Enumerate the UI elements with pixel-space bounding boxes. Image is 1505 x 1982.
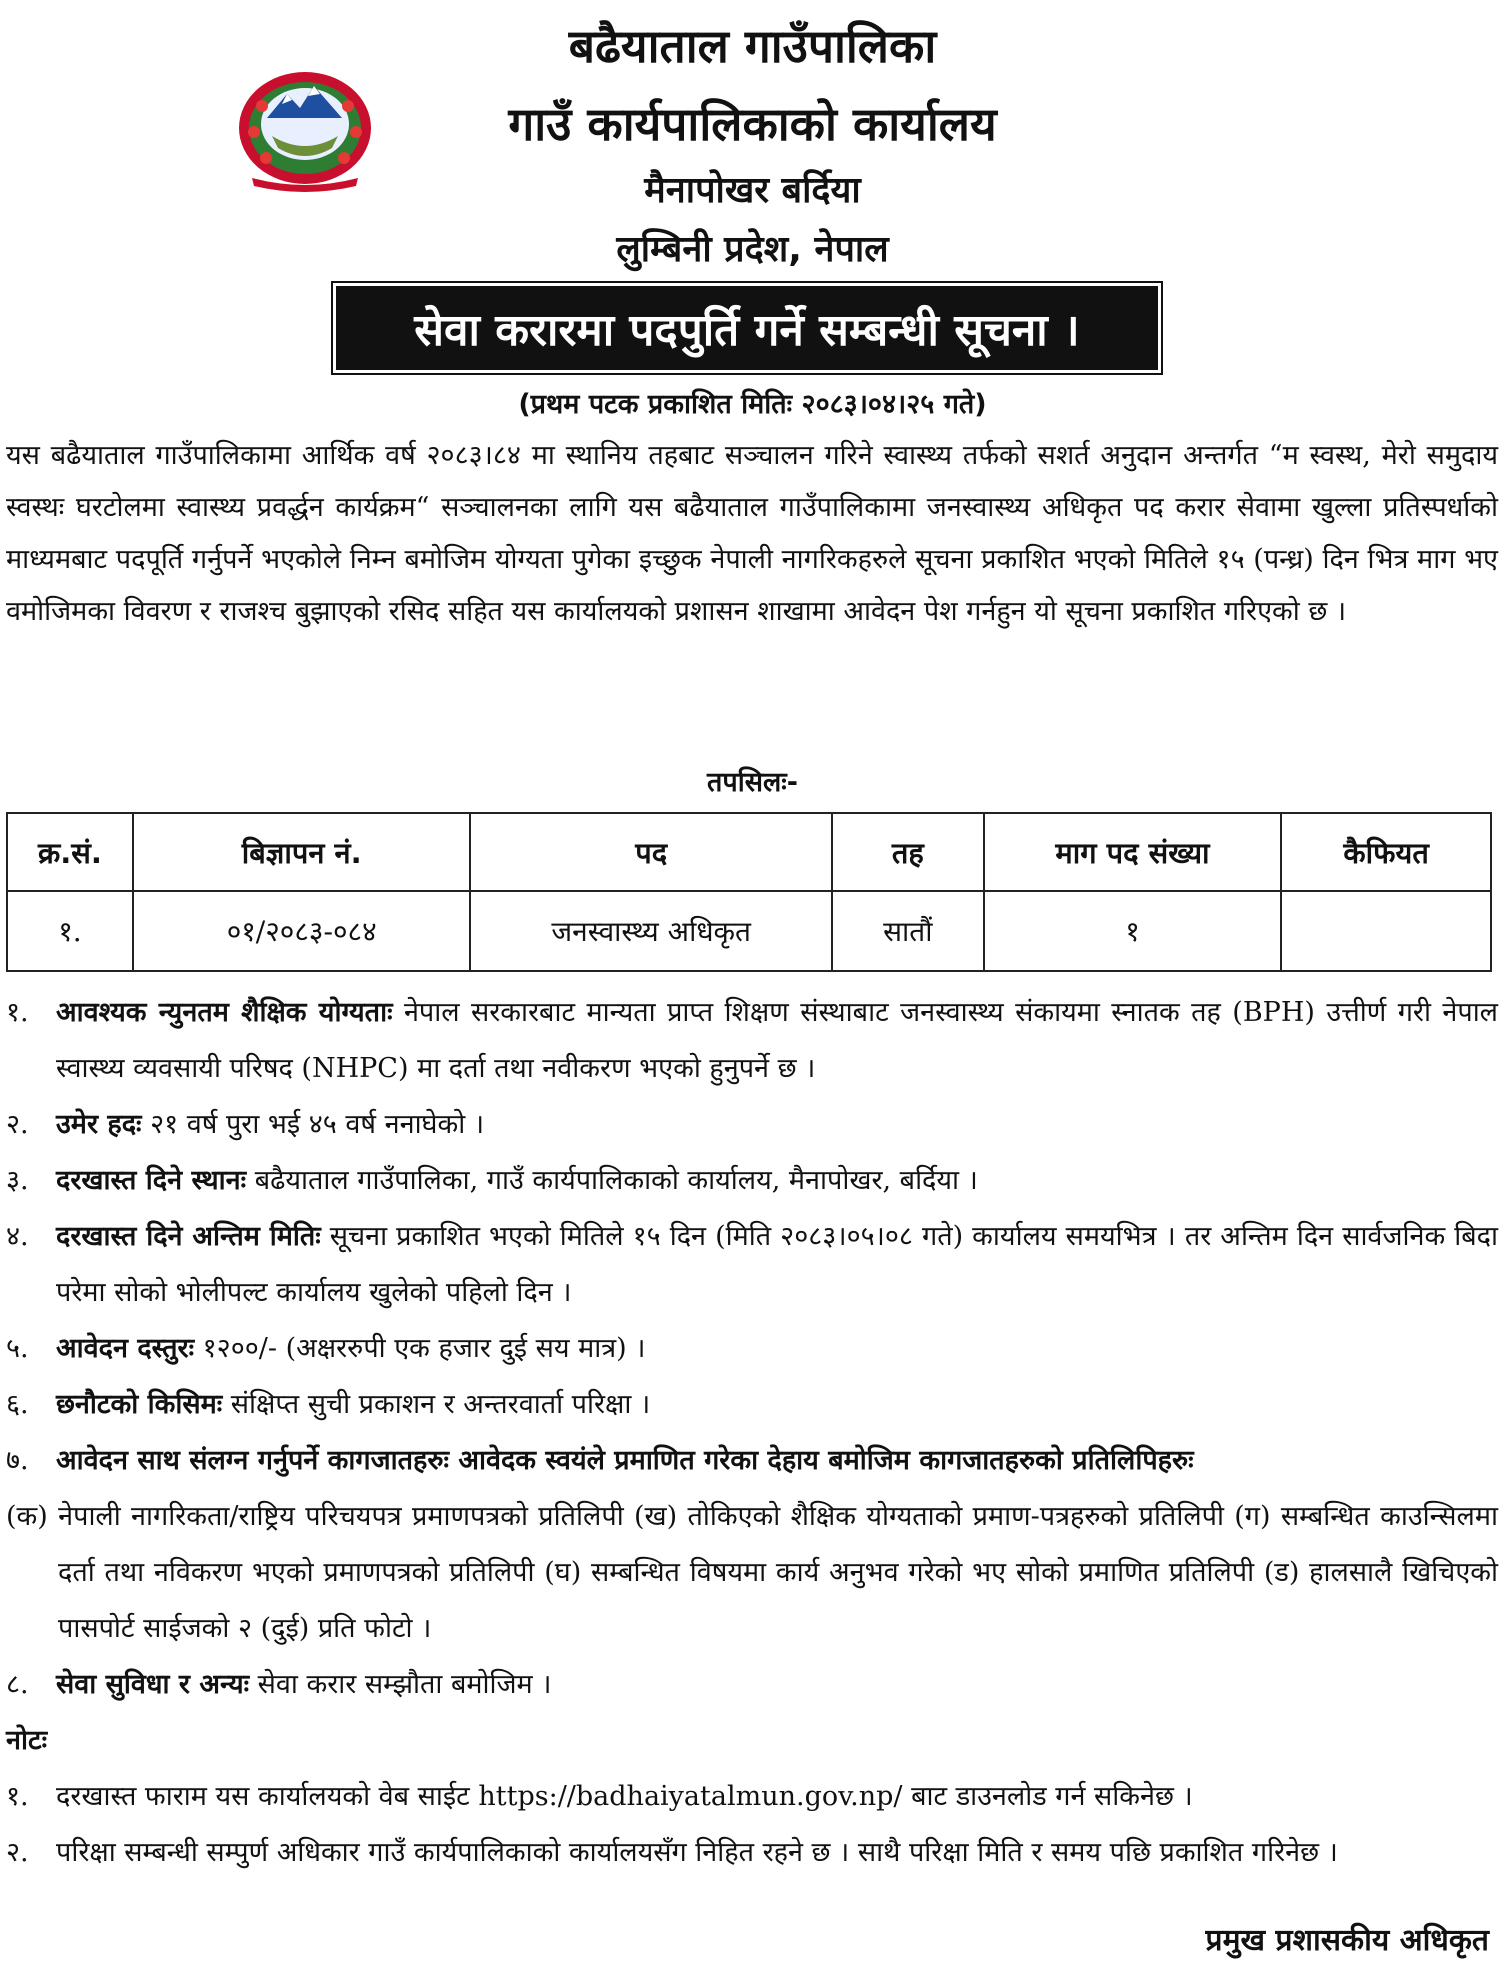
cell-count: १ [984, 891, 1282, 971]
col-header-post: पद [470, 813, 831, 891]
item-label: दरखास्त दिने स्थानः [56, 1165, 247, 1196]
vacancy-table [6, 812, 1492, 972]
col-header-level: तह [832, 813, 984, 891]
item-number: ६. [6, 1389, 29, 1420]
col-header-sn: क्र.सं. [7, 813, 133, 891]
note-item [6, 1825, 1498, 1881]
cell-ad-no: ०१/२०८३-०८४ [133, 891, 471, 971]
letterhead [0, 8, 1505, 368]
item-label: आवेदन साथ संलग्न गर्नुपर्ने कागजातहरुः आवेदक स्वयंले प्रमाणित गरेका देहाय बमोजिम कागजातहरुको प्रतिलिपिहरुः [56, 1445, 1194, 1476]
item-number: ४. [6, 1221, 29, 1252]
office-location: मैनापोखर बर्दिया [644, 170, 861, 211]
note-heading: नोटः [6, 1725, 48, 1756]
cell-remarks [1281, 891, 1491, 971]
item-label: उमेर हदः [56, 1109, 142, 1140]
note-item [6, 1769, 1498, 1825]
list-item [6, 1321, 1498, 1377]
item-label: छनौटको किसिमः [56, 1389, 223, 1420]
list-item [6, 1657, 1498, 1713]
item-number: ३. [6, 1165, 29, 1196]
details-heading: तपसिलः- [707, 767, 798, 798]
item-text: सेवा करार सम्झौता बमोजिम । [249, 1669, 552, 1700]
item-text: २१ वर्ष पुरा भई ४५ वर्ष ननाघेको । [141, 1109, 485, 1140]
list-item [6, 1377, 1498, 1433]
item-text: नेपाल सरकारबाट मान्यता प्राप्त शिक्षण संस्थाबाट जनस्वास्थ्य संकायमा स्नातक तह (BPH) उत्तीर्ण गरी नेपाल स्वास्थ्य व्यवसायी परिषद (NHPC) मा दर्ता तथा नवीकरण भएको हुनुपर्ने छ । [56, 997, 1498, 1084]
notice-title: सेवा करारमा पदपुर्ति गर्ने सम्बन्धी सूचना । [414, 305, 1080, 356]
item-text: बढैयाताल गाउँपालिका, गाउँ कार्यपालिकाको कार्यालय, मैनापोखर, बर्दिया । [246, 1165, 978, 1196]
note-text: परिक्षा सम्बन्धी सम्पुर्ण अधिकार गाउँ कार्यपालिकाको कार्यालयसँग निहित रहने छ । साथै परिक्षा मिति र समय पछि प्रकाशित गरिनेछ । [56, 1837, 1338, 1868]
signatory-title: प्रमुख प्रशासकीय अधिकृत [1205, 1923, 1489, 1958]
item-label: दरखास्त दिने अन्तिम मितिः [56, 1221, 321, 1252]
item-number: ७. [6, 1445, 29, 1476]
list-item [6, 1097, 1498, 1153]
item-text: संक्षिप्त सुची प्रकाशन र अन्तरवार्ता परिक्षा । [222, 1389, 651, 1420]
note-number: १. [6, 1781, 29, 1812]
table-row [7, 891, 1491, 971]
item-label: सेवा सुविधा र अन्यः [56, 1669, 250, 1700]
documents-list: (क) नेपाली नागरिकता/राष्ट्रिय परिचयपत्र प्रमाणपत्रको प्रतिलिपी (ख) तोकिएको शैक्षिक योग्यताको प्रमाण-पत्रहरुको प्रतिलिपी (ग) सम्बन्धित काउन्सिलमा दर्ता तथा नविकरण भएको प्रमाणपत्रको प्रतिलिपी (घ) सम्बन्धित विषयमा कार्य अनुभव गरेको भए सोको प्रमाणित प्रतिलिपी (ड) हालसालै खिचिएको पासपोर्ट साईजको २ (दुई) प्रति फोटो । [6, 1501, 1498, 1644]
list-item [6, 1153, 1498, 1209]
col-header-count: माग पद संख्या [984, 813, 1282, 891]
item-text: सूचना प्रकाशित भएको मितिले १५ दिन (मिति २०८३।०५।०८ गते) कार्यालय समयभित्र । तर अन्तिम दिन सार्वजनिक बिदा परेमा सोको भोलीपल्ट कार्यालय खुलेको पहिलो दिन । [56, 1221, 1498, 1308]
requirements-list [6, 985, 1498, 1881]
publish-date: (प्रथम पटक प्रकाशित मितिः २०८३।०४।२५ गते) [518, 389, 987, 420]
item-number: ८. [6, 1669, 29, 1700]
municipality-name: बढैयाताल गाउँपालिका [568, 19, 937, 73]
note-text: दरखास्त फाराम यस कार्यालयको वेब साईट https://badhaiyatalmun.gov.np/ बाट डाउनलोड गर्न सकिनेछ । [56, 1781, 1193, 1812]
item-number: १. [6, 997, 29, 1028]
item-number: २. [6, 1109, 29, 1140]
cell-post: जनस्वास्थ्य अधिकृत [470, 891, 831, 971]
cell-level: सातौं [832, 891, 984, 971]
item-label: आवश्यक न्युनतम शैक्षिक योग्यताः [56, 997, 393, 1028]
col-header-ad-no: बिज्ञापन नं. [133, 813, 471, 891]
list-item [6, 1433, 1498, 1489]
item-number: ५. [6, 1333, 29, 1364]
note-number: २. [6, 1837, 29, 1868]
item-text: १२००/- (अक्षररुपी एक हजार दुई सय मात्र) । [194, 1333, 646, 1364]
office-name: गाउँ कार्यपालिकाको कार्यालय [508, 97, 997, 151]
item-label: आवेदन दस्तुरः [56, 1333, 195, 1364]
list-item [6, 985, 1498, 1097]
province-country: लुम्बिनी प्रदेश, नेपाल [616, 229, 889, 270]
intro-paragraph: यस बढैयाताल गाउँपालिकामा आर्थिक वर्ष २०८३।८४ मा स्थानिय तहबाट सञ्चालन गरिने स्वास्थ्य तर्फको सशर्त अनुदान अन्तर्गत “म स्वस्थ, मेरो समुदाय स्वस्थः घरटोलमा स्वास्थ्य प्रवर्द्धन कार्यक्रम“ सञ्चालनका लागि यस बढैयाताल गाउँपालिकामा जनस्वास्थ्य अधिकृत पद करार सेवामा खुल्ला प्रतिस्पर्धाको माध्यमबाट पदपूर्ति गर्नुपर्ने भएकोले निम्न बमोजिम योग्यता पुगेका इच्छुक नेपाली नागरिकहरुले सूचना प्रकाशित भएको मितिले १५ (पन्ध्र) दिन भित्र माग भए वमोजिमका विवरण र राजश्च बुझाएको रसिद सहित यस कार्यालयको प्रशासन शाखामा आवेदन पेश गर्नहुन यो सूचना प्रकाशित गरिएको छ । [6, 440, 1498, 627]
notice-title-banner [336, 286, 1158, 370]
col-header-remarks: कैफियत [1281, 813, 1491, 891]
cell-sn: १. [7, 891, 133, 971]
list-item [6, 1209, 1498, 1321]
table-header-row [7, 813, 1491, 891]
